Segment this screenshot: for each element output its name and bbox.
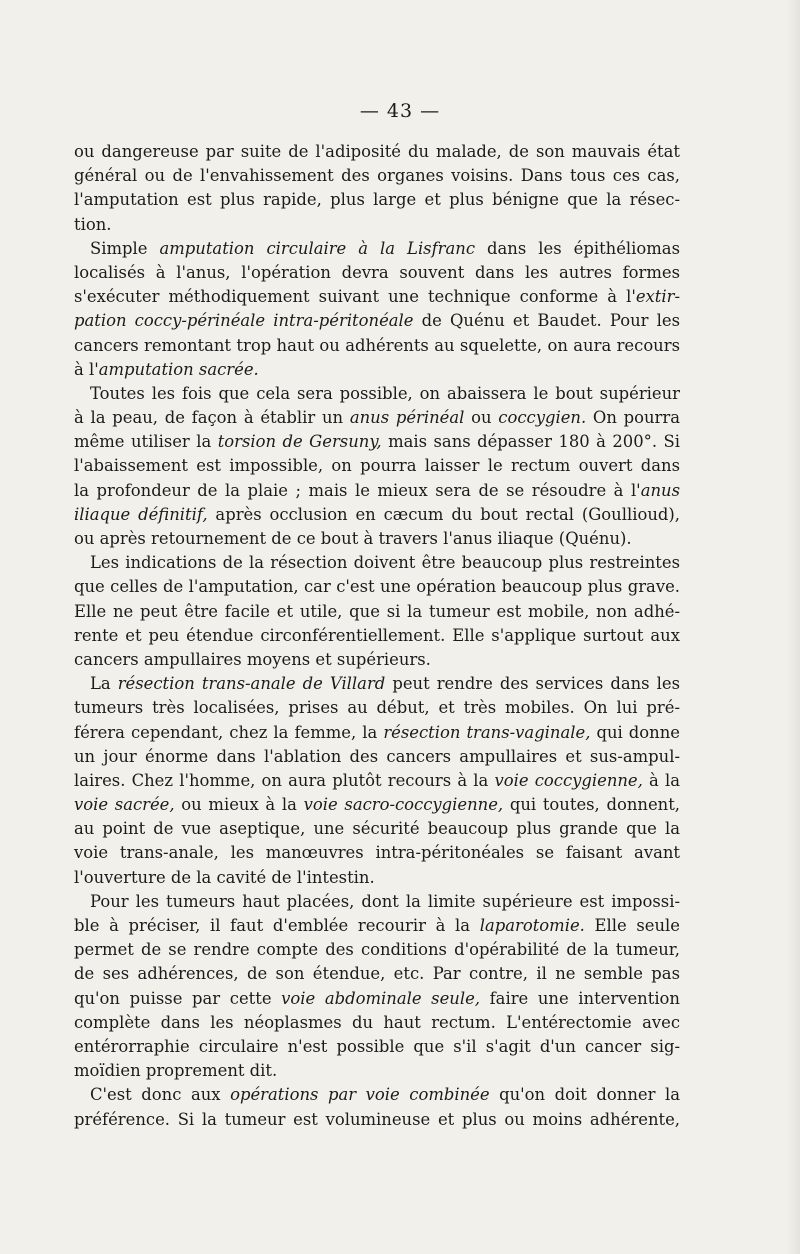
text-segment: On pourra — [586, 408, 680, 428]
text-segment: mais sans dépasser 180 à 200°. Si — [381, 432, 680, 452]
text-segment: entérorraphie circulaire n'est possible que s'il s'agit d'un cancer sig- — [74, 1036, 680, 1056]
text-line — [74, 406, 680, 430]
text-segment: qui toutes, donnent, — [503, 795, 680, 815]
italic-text: amputation sacrée. — [98, 359, 259, 379]
text-line — [74, 237, 680, 261]
italic-text: voie coccygienne, — [494, 770, 643, 790]
text-segment: ble à préciser, il faut d'emblée recourir à la — [74, 916, 480, 935]
italic-text: anus — [640, 480, 680, 500]
text-segment: voie trans-anale, les manœuvres intra-péritonéales se faisant avant — [74, 843, 680, 863]
text-segment: ou — [464, 408, 499, 428]
text-segment: dans les épithéliomas — [475, 238, 680, 258]
text-segment: général ou de l'envahissement des organes voisins. Dans tous ces cas, — [74, 166, 680, 186]
text-line — [74, 841, 680, 865]
italic-text: voie abdominale seule, — [281, 988, 480, 1008]
text-line — [74, 140, 680, 164]
text-segment: de Quénu et Baudet. Pour les — [413, 311, 680, 331]
text-segment: La — [90, 674, 118, 694]
text-line — [74, 430, 680, 454]
italic-text: amputation circulaire à la Lisfranc — [159, 238, 476, 258]
text-segment: ou mieux à la — [174, 795, 304, 815]
text-line — [74, 600, 680, 624]
text-line — [74, 866, 680, 890]
text-segment: que celles de l'amputation, car c'est une opération beaucoup plus grave. — [74, 577, 680, 597]
text-segment: complète dans les néoplasmes du haut rectum. L'entérectomie avec — [74, 1012, 680, 1032]
italic-text: extir- — [635, 287, 680, 307]
italic-text: voie sacro-coccygienne, — [303, 795, 504, 815]
italic-text: coccygien. — [498, 408, 587, 428]
text-segment: peut rendre des services dans les — [385, 674, 680, 694]
text-segment: férera cependant, chez la femme, la — [74, 722, 384, 742]
text-line — [74, 285, 680, 309]
italic-text: anus périnéal — [349, 408, 465, 428]
text-line — [74, 1011, 680, 1035]
text-line — [74, 527, 680, 551]
text-line — [74, 648, 680, 672]
text-segment: au point de vue aseptique, une sécurité beaucoup plus grande que la — [74, 819, 680, 839]
text-line — [74, 1108, 680, 1132]
text-line — [74, 503, 680, 527]
text-line — [74, 188, 680, 212]
text-segment: qu'on doit donner la — [489, 1085, 680, 1105]
text-line — [74, 987, 680, 1011]
text-segment: l'amputation est plus rapide, plus large et plus bénigne que la résec- — [74, 190, 680, 210]
text-segment: après occlusion en cæcum du bout rectal (Goullioud), — [207, 504, 680, 524]
text-segment: tion. — [74, 214, 112, 234]
italic-text: torsion de Gersuny, — [217, 432, 382, 452]
text-line — [74, 962, 680, 986]
text-segment: un jour énorme dans l'ablation des cancers ampullaires et sus-ampul- — [74, 746, 680, 766]
text-segment: s'exécuter méthodiquement suivant une technique conforme à l' — [74, 287, 636, 307]
italic-text: laparotomie. — [479, 916, 585, 935]
text-line — [74, 938, 680, 962]
text-segment: Pour les tumeurs haut placées, dont la limite supérieure est impossi- — [90, 891, 680, 911]
text-line — [74, 1083, 680, 1107]
text-segment: faire une intervention — [479, 988, 680, 1008]
text-segment: à la — [642, 770, 680, 790]
text-segment: l'ouverture de la cavité de l'intestin. — [74, 867, 375, 887]
text-segment: Elle seule — [584, 916, 680, 935]
text-segment: qu'on puisse par cette — [74, 988, 282, 1008]
text-line — [74, 745, 680, 769]
text-line — [74, 914, 680, 938]
text-line — [74, 358, 680, 382]
text-segment: Simple — [90, 238, 160, 258]
text-line — [74, 672, 680, 696]
text-line — [74, 624, 680, 648]
text-line — [74, 890, 680, 914]
text-line — [74, 382, 680, 406]
text-line — [74, 551, 680, 575]
text-segment: ou après retournement de ce bout à travers l'anus iliaque (Quénu). — [74, 529, 632, 548]
text-segment: localisés à l'anus, l'opération devra souvent dans les autres formes — [74, 262, 680, 282]
italic-text: voie sacrée, — [74, 795, 175, 815]
text-line — [74, 721, 680, 745]
text-line — [74, 769, 680, 793]
text-segment: cancers ampullaires moyens et supérieurs. — [74, 649, 431, 669]
text-segment: tumeurs très localisées, prises au début, et très mobiles. On lui pré- — [74, 698, 680, 718]
text-line — [74, 1035, 680, 1059]
text-segment: Toutes les fois que cela sera possible, on abaissera le bout supérieur — [90, 383, 680, 403]
text-segment: à l' — [74, 359, 99, 379]
italic-text: iliaque définitif, — [74, 504, 208, 524]
page-edge-shadow — [786, 0, 800, 1254]
text-line — [74, 334, 680, 358]
text-line — [74, 309, 680, 333]
text-segment: C'est donc aux — [90, 1085, 231, 1105]
text-segment: laires. Chez l'homme, on aura plutôt recours à la — [74, 770, 495, 790]
text-segment: Elle ne peut être facile et utile, que si la tumeur est mobile, non adhé- — [74, 601, 680, 621]
italic-text: résection trans-anale de Villard — [117, 674, 386, 694]
text-line — [74, 164, 680, 188]
text-segment: ou dangereuse par suite de l'adiposité du malade, de son mauvais état — [74, 142, 680, 161]
text-segment: l'abaissement est impossible, on pourra laisser le rectum ouvert dans — [74, 456, 680, 476]
text-segment: moïdien proprement dit. — [74, 1061, 278, 1081]
text-segment: la profondeur de la plaie ; mais le mieux sera de se résoudre à l' — [74, 480, 641, 500]
italic-text: résection trans-vaginale, — [383, 722, 591, 742]
italic-text: opérations par voie combinée — [230, 1085, 490, 1105]
text-line — [74, 1059, 680, 1083]
page-number: — 43 — — [359, 100, 441, 122]
text-line — [74, 213, 680, 237]
text-line — [74, 793, 680, 817]
text-segment: même utiliser la — [74, 432, 218, 452]
text-segment: cancers remontant trop haut ou adhérents au squelette, on aura recours — [74, 335, 680, 355]
text-line — [74, 479, 680, 503]
text-segment: qui donne — [590, 722, 680, 742]
text-line — [74, 696, 680, 720]
text-line — [74, 817, 680, 841]
text-segment: permet de se rendre compte des conditions d'opérabilité de la tumeur, — [74, 940, 680, 960]
text-line — [74, 454, 680, 478]
text-line — [74, 261, 680, 285]
text-segment: préférence. Si la tumeur est volumineuse et plus ou moins adhérente, — [74, 1109, 680, 1129]
text-segment: Les indications de la résection doivent être beaucoup plus restreintes — [90, 553, 680, 573]
body-text — [74, 140, 680, 1132]
text-segment: rente et peu étendue circonférentiellement. Elle s'applique surtout aux — [74, 625, 680, 645]
text-segment: à la peau, de façon à établir un — [74, 408, 350, 428]
text-line — [74, 575, 680, 599]
text-segment: de ses adhérences, de son étendue, etc. Par contre, il ne semble pas — [74, 964, 680, 984]
italic-text: pation coccy-périnéale intra-péritonéale — [74, 311, 414, 331]
